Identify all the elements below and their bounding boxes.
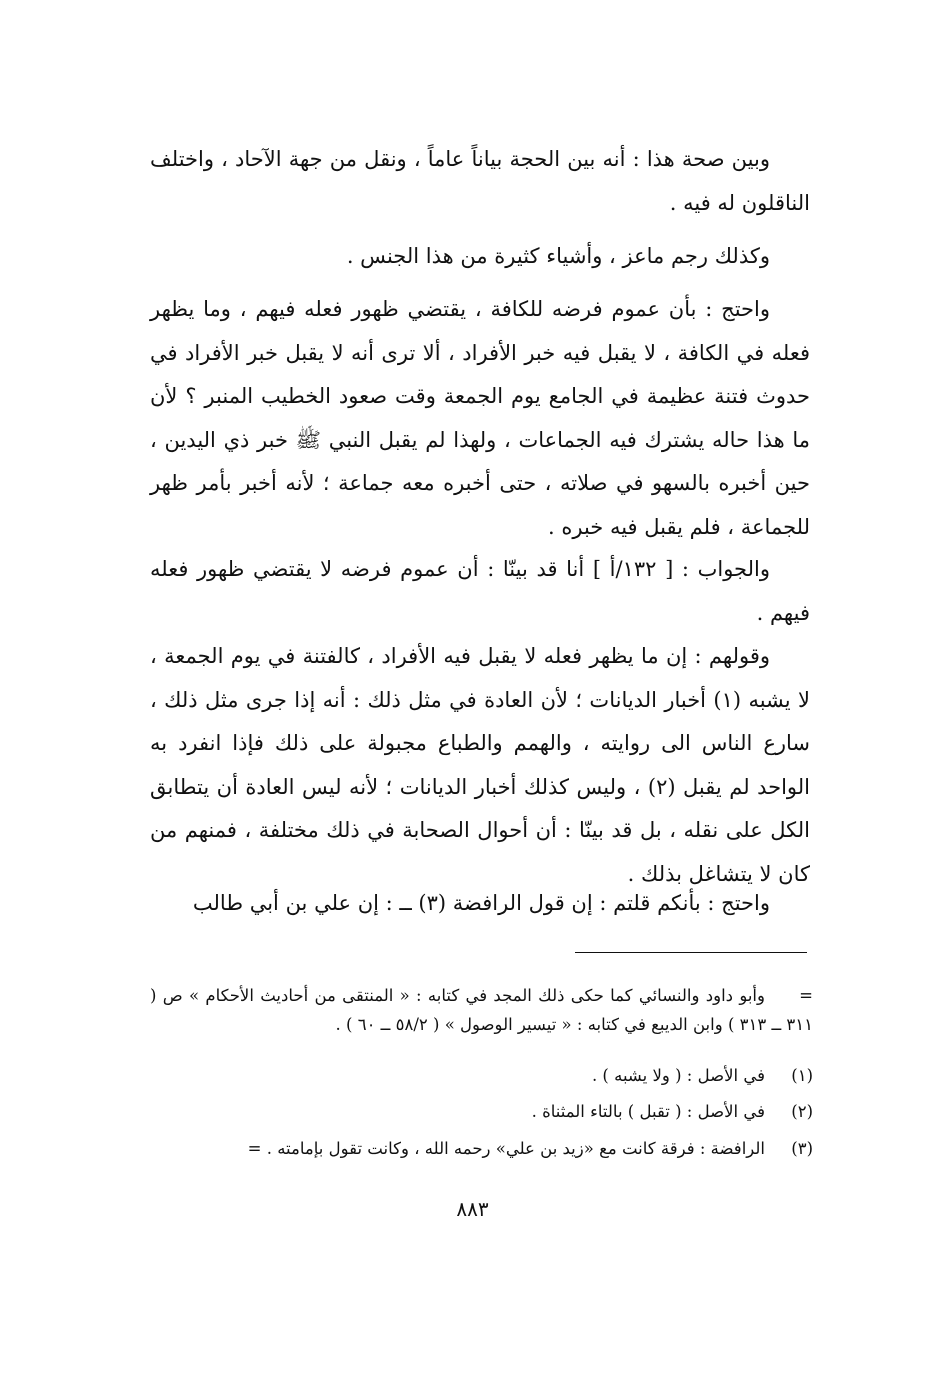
footnote-marker: (١) [791, 1066, 813, 1085]
footnote [150, 1098, 813, 1127]
footnote-text: في الأصل : ( تقبل ) بالتاء المثناة . [531, 1102, 765, 1121]
footnote-text: وأبو داود والنسائي كما حكى ذلك المجد في كتابه : « المنتقى من أحاديث الأحكام » ص ( ٣١١ ــ ٣١٣ ) وابن الديبع في كتابه : « تيسير الوصول » ( ٥٨/٢ ــ ٦٠ ) . [150, 986, 813, 1034]
footnote [150, 982, 813, 1039]
footnote-marker: (٣) [791, 1139, 813, 1158]
body-paragraph: وبين صحة هذا : أنه بين الحجة بياناً عاماً ، ونقل من جهة الآحاد ، واختلف الناقلون له فيه . [150, 147, 810, 215]
footnote-marker: (٢) [791, 1102, 813, 1121]
body-paragraph: والجواب : [ ١٣٢/أ ] أنا قد بينّا : أن عموم فرضه لا يقتضي ظهور فعله فيهم . [150, 557, 810, 625]
body-paragraph: وقولهم : إن ما يظهر فعله لا يقبل فيه الأفراد ، كالفتنة في يوم الجمعة ، لا يشبه (١) أخبار الديانات ؛ لأن العادة في مثل ذلك : أنه إذا جرى مثل ذلك ، سارع الناس الى روايته ، والهمم والطباع مجبولة على ذلك فإذا انفرد به الواحد لم يقبل (٢) ، وليس كذلك أخبار الديانات ؛ لأنه ليس العادة أن يتطابق الكل على نقله ، بل قد بينّا : أن أحوال الصحابة في ذلك مختلفة ، فمنهم من كان لا يتشاغل بذلك . [150, 644, 810, 886]
footnote-text: في الأصل : ( ولا يشبه ) . [591, 1066, 765, 1085]
body-paragraph: واحتج : بأنكم قلتم : إن قول الرافضة (٣) ــ : إن علي بن أبي طالب [192, 891, 770, 915]
footnote-separator [575, 952, 807, 953]
footnote-text: الرافضة : فرقة كانت مع «زيد بن علي» رحمه الله ، وكانت تقول بإمامته . = [247, 1139, 765, 1158]
footnote [150, 1135, 813, 1164]
page-number: ٨٨٣ [456, 1197, 489, 1221]
body-paragraph: وكذلك رجم ماعز ، وأشياء كثيرة من هذا الجنس . [346, 244, 770, 268]
footnote-marker: = [799, 986, 813, 1005]
footnote [150, 1062, 813, 1091]
body-paragraph: واحتج : بأن عموم فرضه للكافة ، يقتضي ظهور فعله فيهم ، وما يظهر فعله في الكافة ، لا يقبل فيه خبر الأفراد ، ألا ترى أنه لا يقبل خبر الأفراد في حدوث فتنة عظيمة في الجامع يوم الجمعة وقت صعود الخطيب المنبر ؟ لأن ما هذا حاله يشترك فيه الجماعات ، ولهذا لم يقبل النبي ﷺ خبر ذي اليدين ، حين أخبره بالسهو في صلاته ، حتى أخبره معه جماعة ؛ لأنه أخبر بأمر ظهر للجماعة ، فلم يقبل فيه خبره . [150, 297, 810, 539]
